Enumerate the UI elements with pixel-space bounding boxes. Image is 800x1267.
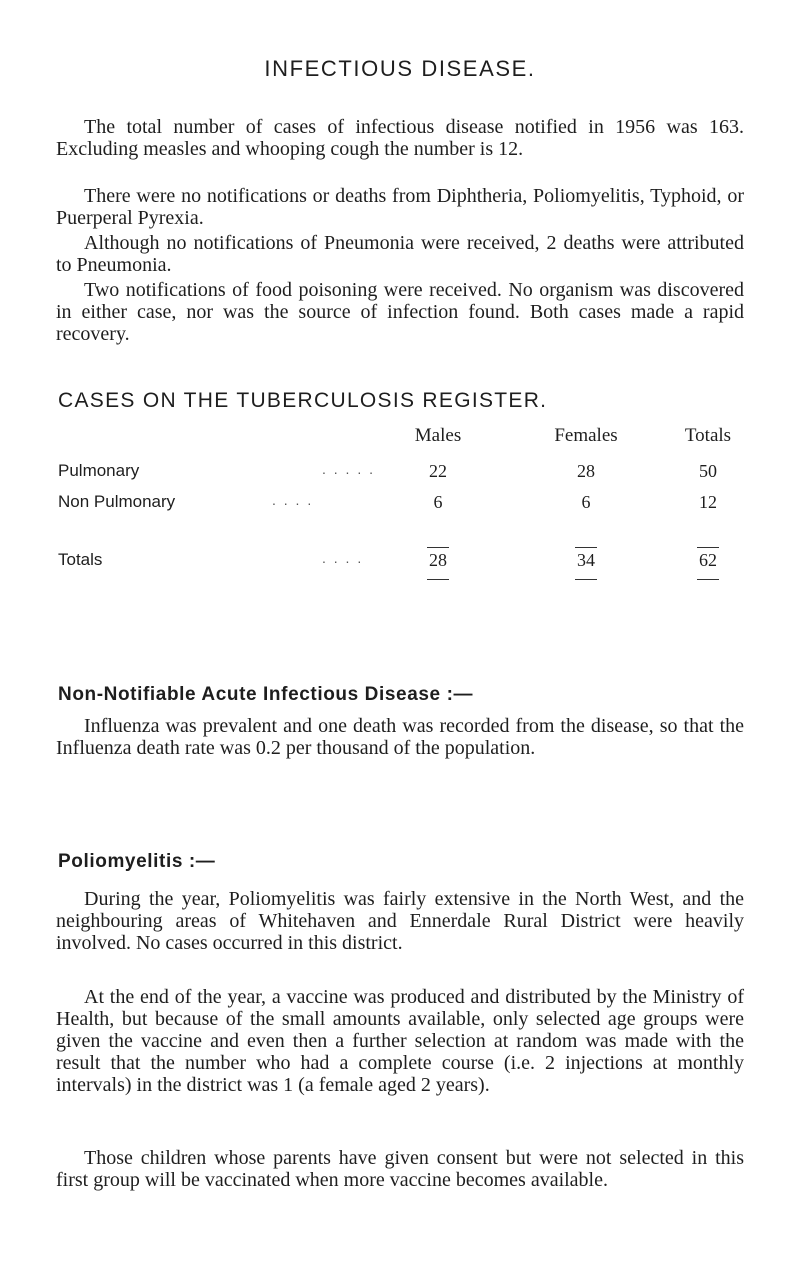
table-row [0,492,800,516]
table-row [0,461,800,485]
sum-rule-bottom-females [575,579,597,580]
row-label-non-pulmonary: Non Pulmonary [58,492,176,511]
row-label-pulmonary: Pulmonary [58,461,140,480]
cell-non-pulmonary-males: 6 [433,492,443,512]
cell-totals-males: 28 [429,550,447,570]
intro-paragraph-no-notifications: There were no notifications or deaths from Diphtheria, Poliomyelitis, Typhoid, or Puerperal Pyrexia. [56,185,744,229]
non-notifiable-heading: Non-Notifiable Acute Infectious Disease :— [58,684,474,705]
cell-totals-females: 34 [577,550,595,570]
cell-pulmonary-males: 22 [429,461,447,481]
leader-dots: . . . . . [322,461,376,477]
sum-rule-bottom-totals [697,579,719,580]
column-header-males: Males [414,425,462,446]
cell-non-pulmonary-females: 6 [581,492,591,512]
poliomyelitis-paragraph-north-west: During the year, Poliomyelitis was fairly extensive in the North West, and the neighbouring areas of Whitehaven and Ennerdale Rural District were heavily involved. No cases occurred in this district. [56,888,744,954]
cell-non-pulmonary-totals: 12 [699,492,717,512]
column-header-totals: Totals [684,425,732,446]
page-title: INFECTIOUS DISEASE. [264,56,536,81]
influenza-paragraph: Influenza was prevalent and one death was recorded from the disease, so that the Influenza death rate was 0.2 per thousand of the population. [56,715,744,759]
row-label-totals: Totals [58,550,103,569]
intro-paragraph-total-cases: The total number of cases of infectious disease notified in 1956 was 163. Excluding measles and whooping cough the number is 12. [56,116,744,160]
table-totals-row [0,550,800,574]
tuberculosis-register-heading: CASES ON THE TUBERCULOSIS REGISTER. [58,389,548,412]
table-header-row [0,425,800,449]
intro-paragraph-pneumonia: Although no notifications of Pneumonia were received, 2 deaths were attributed to Pneumonia. [56,232,744,276]
leader-dots: . . . . [272,492,314,508]
leader-dots: . . . . [322,550,364,566]
sum-rule-females [575,547,597,548]
cell-pulmonary-totals: 50 [699,461,717,481]
column-header-females: Females [554,425,618,446]
sum-rule-totals [697,547,719,548]
intro-paragraph-food-poisoning: Two notifications of food poisoning were received. No organism was discovered in either case, nor was the source of infection found. Both cases made a rapid recovery. [56,279,744,345]
poliomyelitis-heading: Poliomyelitis :— [58,851,216,872]
sum-rule-bottom-males [427,579,449,580]
cell-pulmonary-females: 28 [577,461,595,481]
sum-rule-males [427,547,449,548]
poliomyelitis-paragraph-consent: Those children whose parents have given consent but were not selected in this first group will be vaccinated when more vaccine becomes available. [56,1147,744,1191]
poliomyelitis-paragraph-vaccine: At the end of the year, a vaccine was produced and distributed by the Ministry of Health, but because of the small amounts available, only selected age groups were given the vaccine and even then a further selection at random was made with the result that the number who had a complete course (i.e. 2 injections at monthly intervals) in the district was 1 (a female aged 2 years). [56,986,744,1096]
cell-totals-totals: 62 [699,550,717,570]
